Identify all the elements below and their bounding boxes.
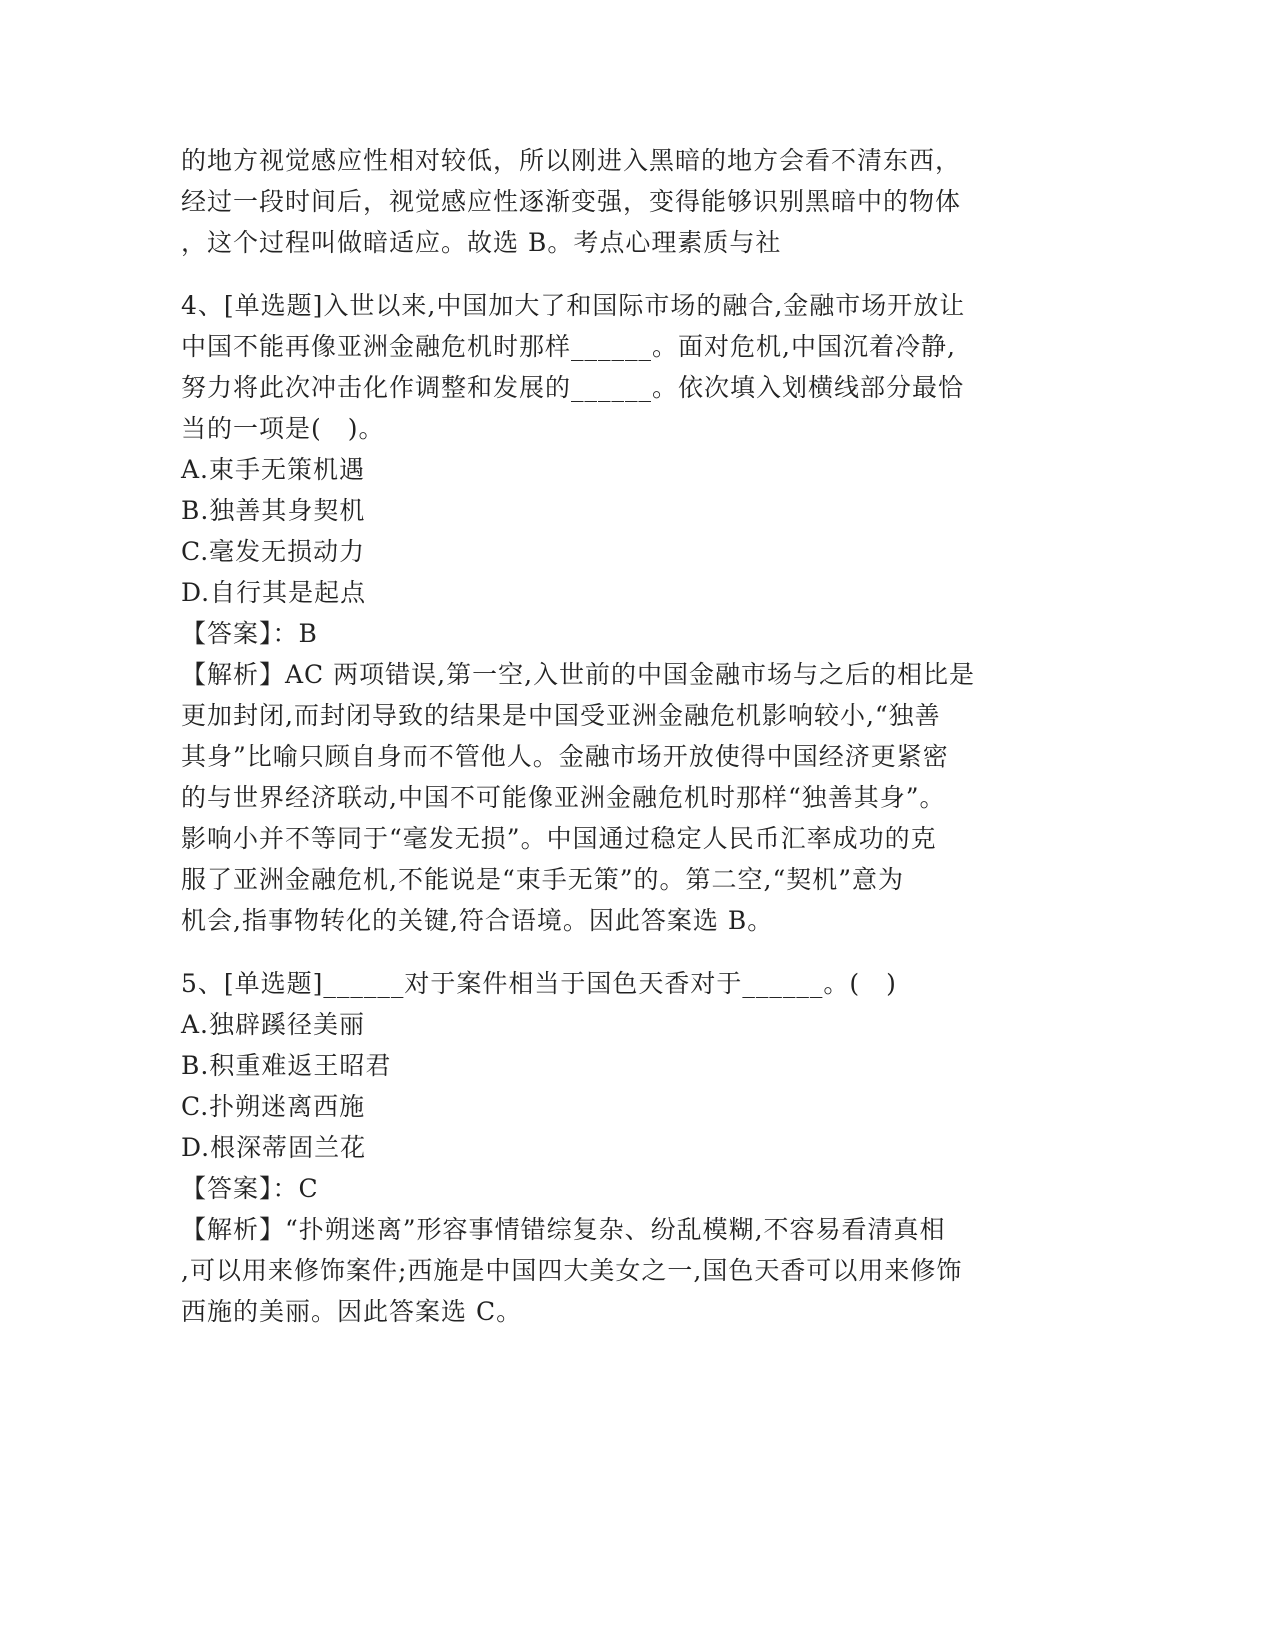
answer: 【答案】：C [181, 1174, 319, 1203]
option-a: A.束手无策机遇 [181, 455, 366, 484]
explanation-line: 西施的美丽。因此答案选 C。 [181, 1297, 523, 1326]
option-list [181, 449, 1061, 613]
question-stem [181, 285, 1061, 449]
explanation-line: 更加封闭,而封闭导致的结果是中国受亚洲金融危机影响较小,“独善 [181, 701, 941, 730]
explanation-line: ,可以用来修饰案件;西施是中国四大美女之一,国色天香可以用来修饰 [181, 1256, 963, 1285]
option-b: B.积重难返王昭君 [181, 1051, 392, 1080]
explanation-line: 机会,指事物转化的关键,符合语境。因此答案选 B。 [181, 906, 774, 935]
question-stem [181, 963, 1061, 1004]
explanation-line: 其身”比喻只顾自身而不管他人。金融市场开放使得中国经济更紧密 [181, 742, 949, 771]
answer: 【答案】：B [181, 619, 318, 648]
text-line: 的地方视觉感应性相对较低，所以刚进入黑暗的地方会看不清东西， [181, 146, 962, 175]
stem-line: 4、[单选题]入世以来,中国加大了和国际市场的融合,金融市场开放让 [181, 291, 966, 320]
option-d: D.根深蒂固兰花 [181, 1133, 367, 1162]
option-c: C.扑朔迷离西施 [181, 1092, 366, 1121]
text-line: ，这个过程叫做暗适应。故选 B。考点心理素质与社 [181, 228, 782, 257]
stem-line: 中国不能再像亚洲金融危机时那样______。面对危机,中国沉着冷静, [181, 332, 956, 361]
option-c: C.毫发无损动力 [181, 537, 366, 566]
option-d: D.自行其是起点 [181, 578, 367, 607]
option-list [181, 1004, 1061, 1168]
explanation-line: 【解析】“扑朔迷离”形容事情错综复杂、纷乱模糊,不容易看清真相 [181, 1215, 946, 1244]
explanation-line: 的与世界经济联动,中国不可能像亚洲金融危机时那样“独善其身”。 [181, 783, 946, 812]
explanation-line: 影响小并不等同于“毫发无损”。中国通过稳定人民币汇率成功的克 [181, 824, 937, 853]
explanation-line: 服了亚洲金融危机,不能说是“束手无策”的。第二空,“契机”意为 [181, 865, 905, 894]
stem-line: 当的一项是( )。 [181, 414, 385, 443]
previous-explanation [181, 140, 1061, 263]
document-page [181, 140, 1061, 1332]
text-line: 经过一段时间后，视觉感应性逐渐变强，变得能够识别黑暗中的物体 [181, 187, 962, 216]
question-4 [181, 285, 1061, 941]
stem-line: 努力将此次冲击化作调整和发展的______。依次填入划横线部分最恰 [181, 373, 965, 402]
question-5 [181, 963, 1061, 1332]
option-b: B.独善其身契机 [181, 496, 366, 525]
explanation [181, 654, 1061, 941]
explanation [181, 1209, 1061, 1332]
explanation-line: 【解析】AC 两项错误,第一空,入世前的中国金融市场与之后的相比是 [181, 660, 976, 689]
stem-line: 5、[单选题]______对于案件相当于国色天香对于______。( ) [181, 969, 897, 998]
option-a: A.独辟蹊径美丽 [181, 1010, 366, 1039]
